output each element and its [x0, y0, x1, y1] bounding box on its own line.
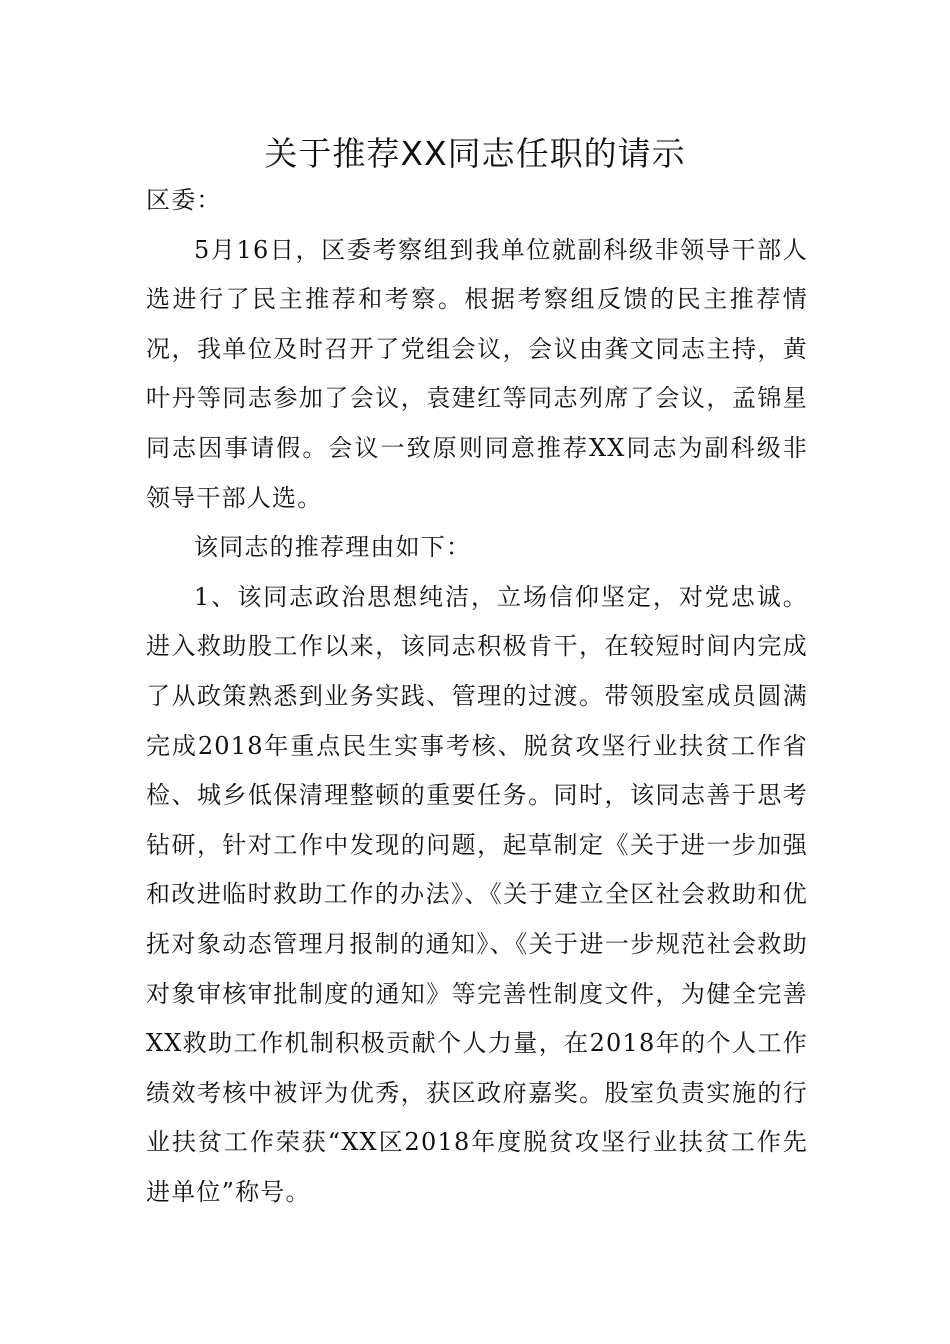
- paragraph-reason-1: 1、该同志政治思想纯洁，立场信仰坚定，对党忠诚。进入救助股工作以来，该同志积极肯干，在较短时间内完成了从政策熟悉到业务实践、管理的过渡。带领股室成员圆满完成2018年重点民生实事考核、脱贫攻坚行业扶贫工作省检、城乡低保清理整顿的重要任务。同时，该同志善于思考钻研，针对工作中发现的问题，起草制定《关于进一步加强和改进临时救助工作的办法》、《关于建立全区社会救助和优抚对象动态管理月报制的通知》、《关于进一步规范社会救助对象审核审批制度的通知》等完善性制度文件，为健全完善XX救助工作机制积极贡献个人力量，在2018年的个人工作绩效考核中被评为优秀，获区政府嘉奖。股室负责实施的行业扶贫工作荣获“XX区2018年度脱贫攻坚行业扶贫工作先进单位”称号。: [146, 582, 808, 1206]
- paragraph-reasons-heading: 该同志的推荐理由如下：: [194, 533, 472, 562]
- document-title: 关于推荐XX同志任职的请示: [264, 134, 686, 173]
- salutation: 区委：: [146, 186, 222, 214]
- paragraph-intro: 5月16日，区委考察组到我单位就副科级非领导干部人选进行了民主推荐和考察。根据考察组反馈的民主推荐情况，我单位及时召开了党组会议，会议由龚文同志主持，黄叶丹等同志参加了会议，袁建红等同志列席了会议，孟锦星同志因事请假。会议一致原则同意推荐XX同志为副科级非领导干部人选。: [146, 235, 808, 512]
- document-body: [146, 176, 808, 1217]
